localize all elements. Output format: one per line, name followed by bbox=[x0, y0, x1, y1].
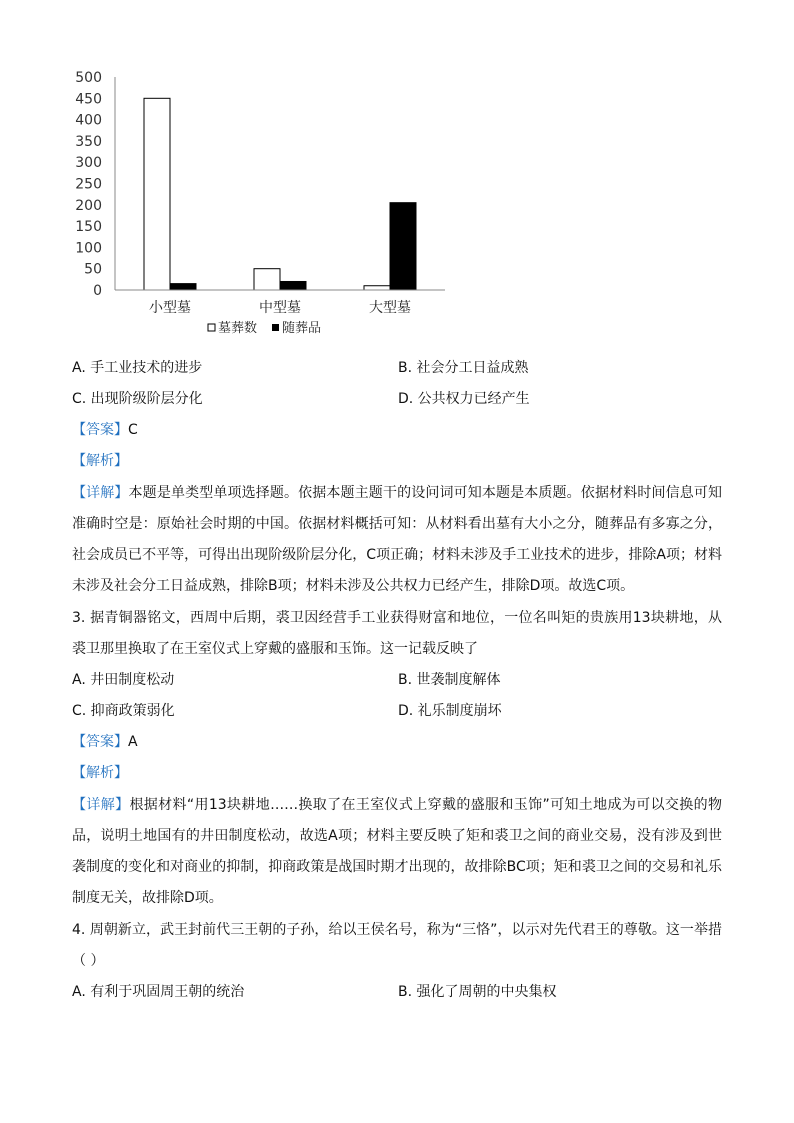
legend-swatch-grave-goods bbox=[272, 324, 279, 331]
bar-grave-goods bbox=[170, 284, 196, 290]
q3-option-c[interactable]: C. 抑商政策弱化 bbox=[72, 703, 175, 719]
bar-tomb-count bbox=[364, 286, 390, 290]
q3-option-d[interactable]: D. 礼乐制度崩坏 bbox=[398, 703, 502, 719]
q3-options-row-2 bbox=[72, 701, 732, 721]
y-tick-label: 50 bbox=[84, 261, 102, 278]
answer-value: C bbox=[128, 422, 138, 438]
q2-options-row-2 bbox=[72, 389, 732, 409]
q3-analysis-heading bbox=[72, 763, 128, 783]
y-tick-label: 150 bbox=[75, 219, 102, 236]
legend bbox=[208, 320, 321, 336]
y-tick-label: 200 bbox=[75, 197, 102, 214]
q4-stem: 4. 周朝新立，武王封前代三王朝的子孙，给以王侯名号，称为“三恪”，以示对先代君王的尊敬。这一举措（ ） bbox=[72, 922, 722, 969]
y-tick-label: 400 bbox=[75, 112, 102, 129]
q2-detail bbox=[72, 478, 722, 602]
q3-option-b[interactable]: B. 世袭制度解体 bbox=[398, 672, 501, 688]
q2-analysis-heading bbox=[72, 451, 128, 471]
q2-answer bbox=[72, 420, 138, 440]
analysis-tag: 【解析】 bbox=[72, 765, 128, 781]
answer-tag: 【答案】 bbox=[72, 734, 128, 750]
bar-tomb-count bbox=[254, 269, 280, 290]
x-tick-label: 中型墓 bbox=[259, 300, 301, 316]
q4-option-a[interactable]: A. 有利于巩固周王朝的统治 bbox=[72, 984, 245, 1000]
legend-swatch-tomb-count bbox=[208, 324, 215, 331]
x-tick-label: 小型墓 bbox=[149, 300, 191, 316]
y-tick-label: 450 bbox=[75, 91, 102, 108]
y-tick-label: 250 bbox=[75, 176, 102, 193]
q3-detail bbox=[72, 790, 722, 914]
q3-options-row-1 bbox=[72, 670, 732, 690]
legend-label-tomb-count: 墓葬数 bbox=[218, 321, 258, 336]
detail-text: 本题是单类型单项选择题。依据本题主题干的设问词可知本题是本质题。依据材料时间信息可知准确时空是：原始社会时期的中国。依据材料概括可知：从材料看出墓有大小之分，随葬品有多寡之分，社会成员已不平等，可得出出现阶级阶层分化，C项正确；材料未涉及手工业技术的进步，排除A项；材料未涉及社会分工日益成熟，排除B项；材料未涉及公共权力已经产生，排除D项。故选C项。 bbox=[72, 485, 723, 594]
y-tick-label: 0 bbox=[93, 283, 102, 299]
answer-tag: 【答案】 bbox=[72, 422, 128, 438]
bar-tomb-count bbox=[144, 98, 170, 290]
detail-tag: 【详解】 bbox=[72, 797, 130, 813]
detail-text: 根据材料“用13块耕地……换取了在王室仪式上穿戴的盛服和玉饰”可知土地成为可以交换的物品，说明土地国有的井田制度松动，故选A项；材料主要反映了矩和裘卫之间的商业交易，没有涉及到世袭制度的变化和对商业的抑制，抑商政策是战国时期才出现的，故排除BC项；矩和裘卫之间的交易和礼乐制度无关，故排除D项。 bbox=[72, 797, 723, 906]
y-tick-label: 350 bbox=[75, 133, 102, 150]
legend-label-grave-goods: 随葬品 bbox=[282, 321, 322, 336]
tomb-bar-chart bbox=[60, 62, 460, 347]
q2-options-row-1 bbox=[72, 358, 732, 378]
answer-value: A bbox=[128, 734, 138, 750]
q2-option-a[interactable]: A. 手工业技术的进步 bbox=[72, 360, 203, 376]
bar-grave-goods bbox=[280, 281, 306, 290]
chart bbox=[60, 62, 460, 347]
x-tick-label: 大型墓 bbox=[369, 300, 411, 316]
q4-option-b[interactable]: B. 强化了周朝的中央集权 bbox=[398, 984, 557, 1000]
q4-options-row-1 bbox=[72, 982, 732, 1002]
q2-option-d[interactable]: D. 公共权力已经产生 bbox=[398, 391, 530, 407]
y-tick-label: 300 bbox=[75, 155, 102, 172]
analysis-tag: 【解析】 bbox=[72, 453, 128, 469]
detail-tag: 【详解】 bbox=[72, 485, 129, 501]
y-tick-label: 100 bbox=[75, 240, 102, 257]
q3-option-a[interactable]: A. 井田制度松动 bbox=[72, 672, 175, 688]
q2-option-c[interactable]: C. 出现阶级阶层分化 bbox=[72, 391, 203, 407]
q2-option-b[interactable]: B. 社会分工日益成熟 bbox=[398, 360, 529, 376]
q3-stem: 3. 据青铜器铭文，西周中后期，裘卫因经营手工业获得财富和地位，一位名叫矩的贵族用13块耕地，从裘卫那里换取了在王室仪式上穿戴的盛服和玉饰。这一记载反映了 bbox=[72, 610, 722, 657]
bar-grave-goods bbox=[390, 203, 416, 290]
q3-answer bbox=[72, 732, 138, 752]
y-tick-label: 500 bbox=[75, 70, 102, 86]
